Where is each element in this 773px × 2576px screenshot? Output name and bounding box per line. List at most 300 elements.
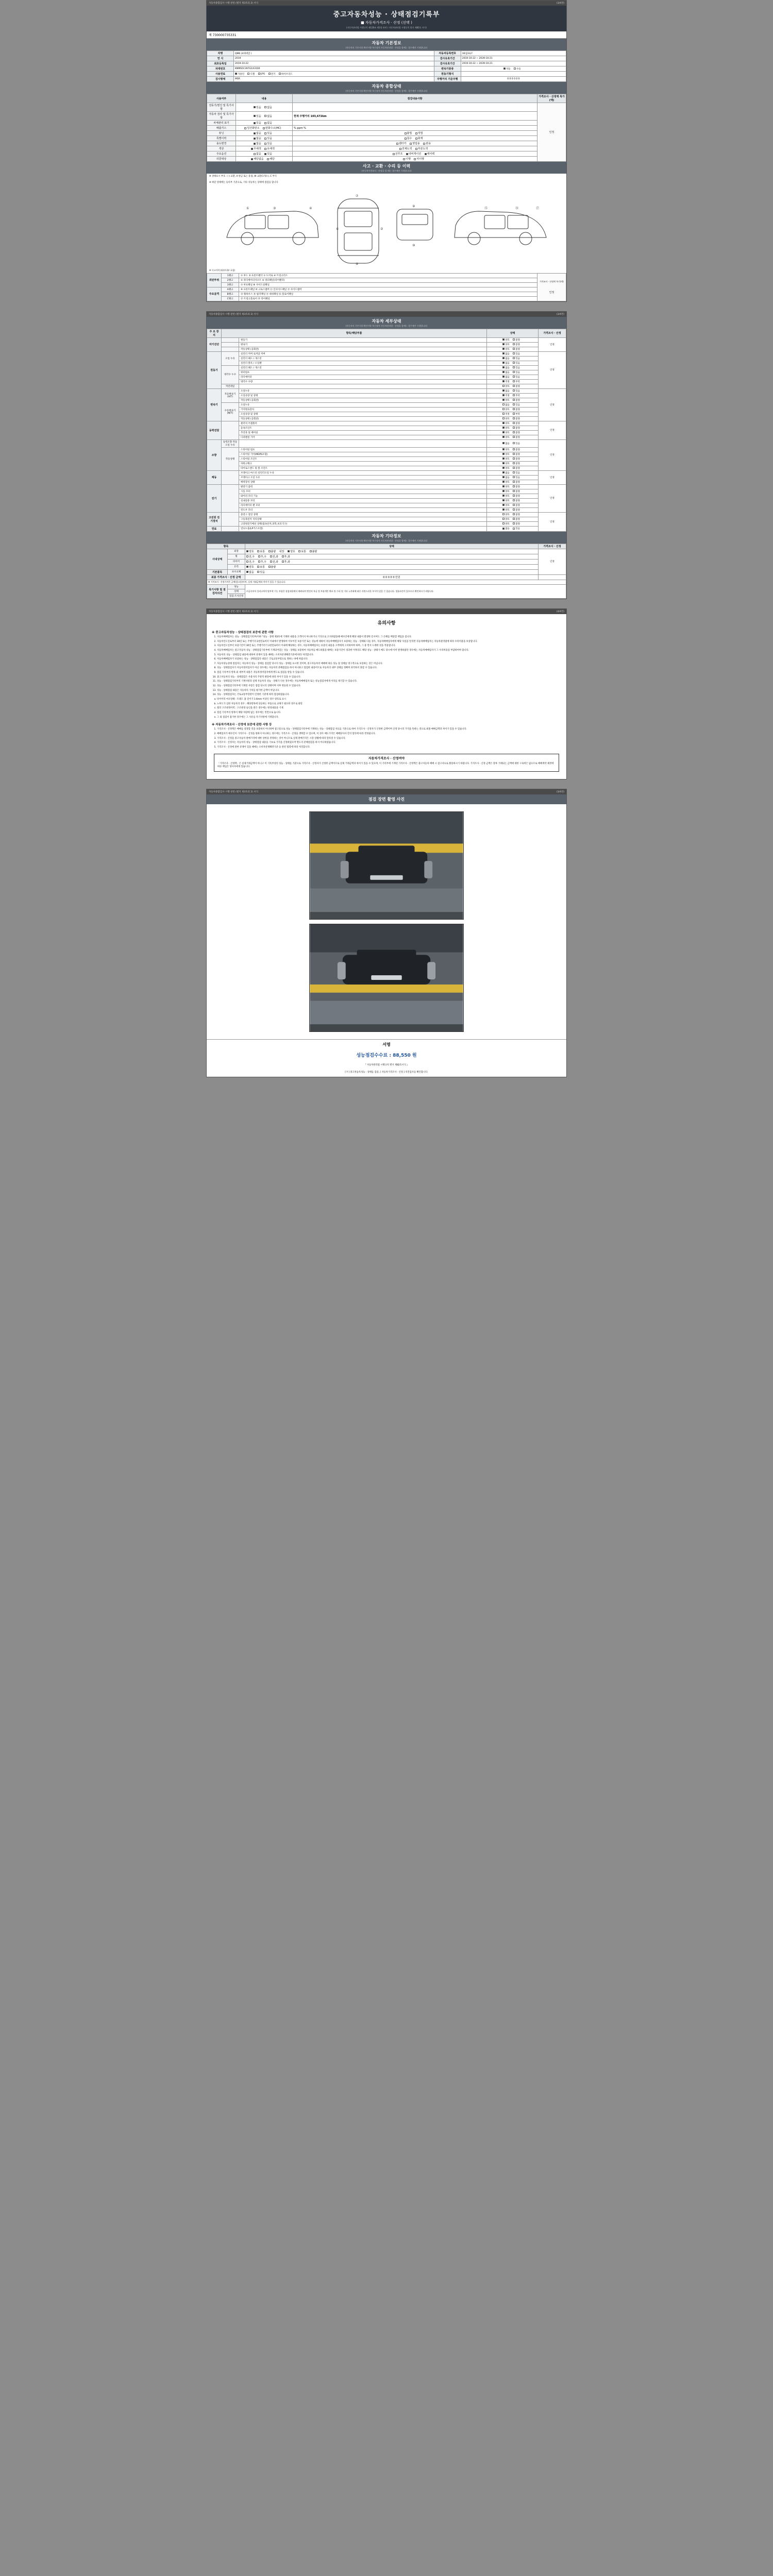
state-mt-oil-level[interactable] bbox=[487, 412, 539, 416]
opt-none[interactable]: 없음 bbox=[502, 403, 510, 406]
opt-yes[interactable]: 있음 bbox=[254, 114, 261, 118]
opt-na[interactable]: 해당없음 bbox=[251, 157, 263, 161]
state-clutch[interactable] bbox=[487, 421, 539, 426]
band-other-sub: (자동차의 기본사항 확인사항 특수장치 자동차관리법 - 산정을 함께는 경우에만 기재합니다) bbox=[345, 539, 428, 542]
table-accident-ranks bbox=[207, 273, 566, 301]
opt-fl[interactable]: 전,좌 bbox=[270, 555, 278, 558]
state-mt-operation[interactable] bbox=[487, 416, 539, 421]
state-wheel[interactable] bbox=[245, 554, 539, 559]
opt-none[interactable]: 없음 bbox=[254, 131, 261, 135]
opt-fr[interactable]: 전,우 bbox=[246, 560, 255, 564]
state-starter-motor[interactable] bbox=[487, 489, 539, 494]
opt-rental[interactable]: 렌터카 bbox=[396, 142, 407, 145]
row-detail-color[interactable] bbox=[293, 146, 537, 151]
opt-co[interactable]: 일산화탄소 bbox=[244, 126, 259, 130]
state-cv-joint[interactable] bbox=[487, 426, 539, 430]
state-transmission[interactable] bbox=[487, 342, 539, 347]
topbar-left-text-3: 자동차종합검사 시행 관련 (별지 제3호의 2) 서식 bbox=[209, 610, 259, 613]
table-row bbox=[207, 292, 566, 296]
opt-exists[interactable]: 있음 bbox=[264, 152, 272, 156]
table-row bbox=[207, 121, 566, 126]
opt-good[interactable]: 양호 bbox=[502, 457, 510, 461]
opt-none[interactable]: 없음 bbox=[254, 152, 261, 156]
opt-bad[interactable]: 불량 bbox=[513, 467, 520, 470]
opt-exists[interactable]: 있음 bbox=[513, 476, 520, 479]
opt-chromatic[interactable]: 유채색 bbox=[264, 147, 275, 150]
opt-good[interactable]: 양호 bbox=[502, 427, 510, 430]
state-at-operation[interactable] bbox=[487, 398, 539, 402]
opt-exists[interactable]: 있음 bbox=[513, 471, 520, 474]
table-row bbox=[207, 402, 566, 407]
row-opts-color[interactable] bbox=[236, 146, 293, 151]
opt-good[interactable]: 양호 bbox=[502, 490, 510, 493]
state-window-motor[interactable] bbox=[487, 507, 539, 512]
state-ps-leak[interactable] bbox=[487, 439, 539, 447]
header-other-item: 항목 bbox=[207, 544, 245, 549]
opt-bad[interactable]: 불량 bbox=[513, 495, 520, 498]
state-alternator[interactable] bbox=[487, 484, 539, 489]
opt-fire[interactable]: 화재 bbox=[415, 137, 423, 140]
table-row bbox=[207, 580, 566, 584]
svg-text:⑨: ⑨ bbox=[412, 204, 415, 208]
opt-bad[interactable]: 불량 bbox=[513, 462, 520, 465]
opt-rr[interactable]: 후,우 bbox=[258, 560, 266, 564]
item-transmission: 변속기 bbox=[239, 342, 487, 347]
opt-bad[interactable]: 불량 bbox=[513, 490, 520, 493]
opt-exists[interactable]: 있음 bbox=[257, 570, 265, 574]
opt-none[interactable]: 없음 bbox=[502, 357, 510, 360]
table-row bbox=[207, 141, 566, 146]
row-detail-options[interactable] bbox=[293, 151, 537, 157]
sub-manual-trans: 수동변속기 (M/T) bbox=[222, 402, 239, 421]
item-tie-rod: 타이로드엔드 및 볼 조인트 bbox=[239, 466, 487, 470]
opt-none[interactable]: 없음 bbox=[254, 137, 261, 140]
opt-none[interactable]: 없음 bbox=[502, 476, 510, 479]
opt-airbag[interactable]: 에어백 bbox=[425, 152, 435, 156]
item-master-cylinder: 브레이크 마스터 실린더오일 누유 bbox=[239, 470, 487, 475]
sub-blank-1 bbox=[222, 337, 239, 342]
opt-none[interactable]: 없음 bbox=[502, 389, 510, 393]
opt-bad[interactable]: 불량 bbox=[513, 509, 520, 512]
opt-good[interactable]: 양호 bbox=[502, 453, 510, 456]
opt-exists[interactable]: 있음 bbox=[513, 362, 520, 365]
opt-bad[interactable]: 불량 bbox=[513, 499, 520, 502]
table-row bbox=[207, 72, 566, 77]
opt-bad[interactable]: 불량 bbox=[513, 518, 520, 521]
opt-bad[interactable]: 불량 bbox=[513, 436, 520, 439]
opt-good[interactable]: 양호 bbox=[502, 462, 510, 465]
opt-none[interactable]: 없음 bbox=[502, 366, 510, 369]
option-electric[interactable]: 전기 bbox=[268, 73, 276, 76]
opt-low[interactable]: 부족 bbox=[513, 394, 520, 397]
state-replacement[interactable] bbox=[245, 569, 539, 574]
topbar-left-text-2: 자동차종합검사 시행 관련 (별지 제3호의 2) 서식 bbox=[209, 313, 259, 316]
declaration-title: 자동차가격조사 · 산정여야 bbox=[368, 756, 405, 760]
table-row bbox=[207, 559, 566, 564]
state-blower-motor[interactable] bbox=[487, 498, 539, 503]
opt-done[interactable]: 이행 bbox=[403, 157, 411, 161]
item-steering-pump: 스티어링 펌프 bbox=[239, 447, 487, 452]
opt-good[interactable]: 양호 bbox=[502, 467, 510, 470]
table-row bbox=[207, 584, 566, 589]
opt-exists[interactable]: 있음 bbox=[513, 527, 520, 530]
row-opts-emission[interactable] bbox=[236, 126, 293, 131]
opt-no[interactable]: 없음 bbox=[264, 114, 272, 118]
opt-good[interactable]: 양호 bbox=[502, 408, 510, 411]
opt-none[interactable]: 없음 bbox=[246, 570, 254, 574]
remark-row-condition: 상태 bbox=[228, 589, 245, 594]
state-at-oil-level[interactable] bbox=[487, 393, 539, 398]
table-row bbox=[207, 554, 566, 559]
opt-good[interactable]: 양호 bbox=[502, 513, 510, 516]
svg-text:⑥: ⑥ bbox=[336, 227, 339, 231]
opt-applicable[interactable]: 해당 bbox=[267, 157, 275, 161]
opt-navigation[interactable]: 내비게이션 bbox=[406, 152, 421, 156]
opt-bad[interactable]: 불량 bbox=[513, 504, 520, 507]
opt-good[interactable]: 양호 bbox=[246, 550, 254, 553]
table-row bbox=[207, 494, 566, 498]
opt-bad[interactable]: 불량 bbox=[513, 448, 520, 451]
state-wiper-motor[interactable] bbox=[487, 494, 539, 498]
row-detail-usage[interactable] bbox=[293, 141, 537, 146]
row-opts-options[interactable] bbox=[236, 151, 293, 157]
state-steering-pump[interactable] bbox=[487, 447, 539, 452]
opt-illegal[interactable]: 불법 bbox=[405, 131, 412, 135]
table-row bbox=[207, 461, 566, 466]
item-block-oilpan: 실린더 블록 / 오일팬 bbox=[239, 361, 487, 365]
opt-good[interactable]: 양호 bbox=[502, 509, 510, 512]
list-item: c. 휠의 구조변경이력 : 구조변경 승인을 받은 경우에는 변경내용을 기재 bbox=[217, 707, 561, 710]
opt-sunroof[interactable]: 선루프 bbox=[393, 152, 403, 156]
row-opts-recall[interactable] bbox=[236, 157, 293, 162]
opt-rl[interactable]: 후,좌 bbox=[282, 555, 290, 558]
state-common-rail[interactable] bbox=[487, 384, 539, 388]
table-header-row bbox=[207, 94, 566, 103]
row-opts-motor[interactable] bbox=[236, 103, 293, 112]
notice-section-1-title: ※ 중고자동차성능 · 상태점검의 보증에 관한 사항 bbox=[212, 631, 274, 634]
opt-exists[interactable]: 있음 bbox=[513, 376, 520, 379]
state-glass[interactable] bbox=[245, 564, 539, 569]
option-lpg[interactable]: LPG bbox=[258, 73, 265, 76]
row-label-history: 특별이력 bbox=[207, 136, 236, 141]
opt-hc[interactable]: 탄화수소(HC) bbox=[263, 126, 281, 130]
option-auto[interactable]: 자동 bbox=[503, 67, 511, 71]
notice-list-1 bbox=[217, 636, 561, 662]
signature-band: 서명 bbox=[207, 1039, 566, 1049]
row-opts-usage[interactable] bbox=[236, 141, 293, 146]
row-opts-marking[interactable] bbox=[236, 121, 293, 126]
state-water-pump[interactable] bbox=[487, 370, 539, 375]
row-detail-tuning[interactable] bbox=[293, 131, 537, 136]
state-engine[interactable] bbox=[487, 337, 539, 342]
opt-none[interactable]: 없음 bbox=[502, 371, 510, 374]
opt-none[interactable]: 없음 bbox=[502, 352, 510, 355]
option-manual[interactable]: 수동 bbox=[514, 67, 521, 71]
item-starter-motor: 시동 모터 bbox=[239, 489, 487, 494]
opt-bad[interactable]: 불량 bbox=[513, 338, 520, 342]
opt-good[interactable]: 양호 bbox=[502, 499, 510, 502]
row-detail-history[interactable] bbox=[293, 136, 537, 141]
state-exterior[interactable] bbox=[245, 549, 539, 554]
opt-bad[interactable]: 불량 bbox=[513, 427, 520, 430]
opt-none[interactable]: 없음 bbox=[502, 442, 510, 445]
opt-bad[interactable]: 불량 bbox=[513, 513, 520, 516]
state-brake-oil-leak[interactable] bbox=[487, 475, 539, 480]
opt-good[interactable]: 양호 bbox=[502, 504, 510, 507]
opt-proper[interactable]: 적정 bbox=[502, 394, 510, 397]
group-high-voltage: 고전원 전기장치 bbox=[207, 512, 222, 526]
opt-good[interactable]: 양호 bbox=[502, 481, 510, 484]
opt-bad[interactable]: 불량 bbox=[513, 453, 520, 456]
frame-label-a: A랭크 bbox=[222, 287, 239, 292]
item-mt-operation: 작동상태 (공회전) bbox=[239, 416, 487, 421]
state-differential[interactable] bbox=[487, 435, 539, 439]
band-accident-sub: (자동차가격조사 · 산정을 할 때는 경우에만 기재합니다) bbox=[361, 170, 412, 172]
list-item: 11. 성능 · 상태점검기록부의 기재사항과 실제 자동차의 성능 · 상태가 다른 경우에는 자동차매매업자 또는 성능점검자에게 이의를 제기할 수 있습니다. bbox=[217, 680, 561, 684]
row-detail-recall[interactable] bbox=[293, 157, 537, 162]
row-label-usage-change: 용도변경 bbox=[207, 141, 236, 146]
opt-none[interactable]: 없음 bbox=[502, 376, 510, 379]
opt-good[interactable]: 양호 bbox=[502, 522, 510, 526]
opt-none[interactable]: 없음 bbox=[502, 527, 510, 530]
table-row bbox=[207, 452, 566, 456]
remark-row-inspector: 점검·조사산정 bbox=[228, 594, 245, 598]
state-radiator[interactable] bbox=[487, 375, 539, 379]
item-steering-joint: 스티어링 조인트 bbox=[239, 456, 487, 461]
option-gasoline[interactable]: 가솔린 bbox=[235, 73, 244, 76]
opt-no[interactable]: 없음 bbox=[264, 121, 272, 125]
opt-bad[interactable]: 불량 bbox=[513, 422, 520, 425]
table-row bbox=[207, 517, 566, 521]
state-hv-wiring[interactable] bbox=[487, 521, 539, 526]
sub-hv-blank bbox=[222, 512, 239, 526]
table-row bbox=[207, 521, 566, 526]
opt-fair-2[interactable]: 보통 bbox=[298, 550, 306, 553]
table-header-row bbox=[207, 544, 566, 549]
opt-good[interactable]: 양호 bbox=[502, 417, 510, 420]
item-coolant-head: 실린더 헤드 / 개스킷 bbox=[239, 365, 487, 370]
state-master-cylinder[interactable] bbox=[487, 470, 539, 475]
table-overall-condition bbox=[207, 94, 566, 162]
opt-good[interactable]: 양호 bbox=[502, 495, 510, 498]
opt-yes[interactable]: 있음 bbox=[254, 106, 261, 109]
opt-legal[interactable]: 적법 bbox=[415, 131, 423, 135]
state-idle[interactable] bbox=[487, 347, 539, 351]
opt-bad[interactable]: 불량 bbox=[513, 348, 520, 351]
state-radiator-fan[interactable] bbox=[487, 503, 539, 507]
opt-fair[interactable]: 보통 bbox=[257, 565, 265, 569]
item-coolant-level: 냉각수 수량 bbox=[239, 379, 487, 384]
opt-achromatic[interactable]: 무채색 bbox=[251, 147, 261, 150]
rank-items-1: ① 후드 ② 프론트팬더 ① 도어로 ④ 트렁크리드 bbox=[239, 273, 537, 278]
opt-good[interactable]: 양호 bbox=[502, 385, 510, 388]
topbar-left-text: 자동차종합검사 시행 관련 (별지 제3호의 2) 서식 bbox=[209, 2, 259, 5]
opt-yes[interactable]: 있음 bbox=[254, 121, 261, 125]
sub-auto-trans: 자동변속기 (A/T) bbox=[222, 388, 239, 402]
opt-exists[interactable]: 있음 bbox=[264, 137, 272, 140]
value-fuel-options[interactable] bbox=[234, 72, 434, 77]
row-opts-history[interactable] bbox=[236, 136, 293, 141]
svg-text:⑯: ⑯ bbox=[515, 206, 519, 210]
photo-underbody-front-svg bbox=[310, 924, 463, 1031]
item-clutch: 클러치 어셈블리 bbox=[239, 421, 487, 426]
row-opts-inspection[interactable] bbox=[236, 112, 293, 121]
topbar-right-text-2: (3/4면) bbox=[556, 313, 564, 316]
opt-none[interactable]: 없음 bbox=[254, 142, 261, 145]
opt-bad[interactable]: 불량 bbox=[513, 385, 520, 388]
state-steering-joint[interactable] bbox=[487, 456, 539, 461]
opt-partial-paint[interactable]: 부분도색 bbox=[415, 147, 428, 150]
opt-exists[interactable]: 있음 bbox=[513, 442, 520, 445]
opt-exists[interactable]: 있음 bbox=[264, 131, 272, 135]
opt-bad[interactable]: 불량 bbox=[513, 343, 520, 346]
state-battery-isolation[interactable] bbox=[487, 517, 539, 521]
opt-flood[interactable]: 침수 bbox=[405, 137, 412, 140]
opt-exists[interactable]: 있음 bbox=[513, 371, 520, 374]
opt-exists[interactable]: 있음 bbox=[513, 357, 520, 360]
sub-steering-operation: 작동상태 bbox=[222, 447, 239, 470]
group-transmission: 변속기 bbox=[207, 388, 222, 421]
svg-text:⑰: ⑰ bbox=[536, 206, 540, 210]
opt-fl[interactable]: 전,좌 bbox=[270, 560, 278, 564]
opt-good-2[interactable]: 양호 bbox=[288, 550, 295, 553]
state-block-oilpan[interactable] bbox=[487, 361, 539, 365]
state-tire[interactable] bbox=[245, 559, 539, 564]
header-other-price: 가격조사 · 산정 bbox=[539, 544, 566, 549]
state-steering-gear[interactable] bbox=[487, 452, 539, 456]
price-steering: 인정 bbox=[539, 439, 566, 470]
opt-exists[interactable]: 있음 bbox=[513, 352, 520, 355]
state-fuel-leak[interactable] bbox=[487, 526, 539, 531]
opt-poor[interactable]: 불량 bbox=[268, 565, 276, 569]
opt-exists[interactable]: 있음 bbox=[513, 403, 520, 406]
opt-bad[interactable]: 불량 bbox=[513, 481, 520, 484]
opt-notdone[interactable]: 미이행 bbox=[414, 157, 424, 161]
opt-commercial[interactable]: 영업용 bbox=[410, 142, 420, 145]
state-rocker-cover[interactable] bbox=[487, 351, 539, 356]
total-blank bbox=[539, 574, 566, 580]
state-mt-gearshift[interactable] bbox=[487, 407, 539, 412]
opt-bad[interactable]: 불량 bbox=[513, 408, 520, 411]
row-label-marking: 차체관리 표기 bbox=[207, 121, 236, 126]
state-charge-port-insulation[interactable] bbox=[487, 512, 539, 517]
value-transmission-options[interactable] bbox=[461, 66, 566, 72]
opt-good[interactable]: 양호 bbox=[502, 448, 510, 451]
opt-proper[interactable]: 적정 bbox=[502, 413, 510, 416]
state-coolant-head[interactable] bbox=[487, 365, 539, 370]
opt-no[interactable]: 없음 bbox=[264, 106, 272, 109]
fee-label: 성능점검수수료 : 88,550 원 bbox=[356, 1053, 417, 1058]
opt-good[interactable]: 양호 bbox=[502, 348, 510, 351]
item-cv-joint: 등속조인트 bbox=[239, 426, 487, 430]
option-hybrid[interactable]: 하이브리드 bbox=[279, 73, 293, 76]
state-tie-rod[interactable] bbox=[487, 466, 539, 470]
opt-low[interactable]: 부족 bbox=[513, 413, 520, 416]
state-booster[interactable] bbox=[487, 480, 539, 484]
opt-bad[interactable]: 불량 bbox=[513, 485, 520, 488]
opt-good[interactable]: 양호 bbox=[246, 565, 254, 569]
state-mt-oil-leak[interactable] bbox=[487, 402, 539, 407]
list-item: 13. 성능 · 상태점검 내용은 자동차의 가치를 평가한 금액이 아닙니다. bbox=[217, 689, 561, 693]
state-drive-shaft[interactable] bbox=[487, 430, 539, 435]
band-condition-title: 자동차 종합상태 bbox=[372, 84, 401, 89]
window-topbar-3 bbox=[207, 609, 566, 614]
state-coolant-level[interactable] bbox=[487, 379, 539, 384]
opt-good[interactable]: 양호 bbox=[502, 436, 510, 439]
table-row bbox=[207, 77, 566, 82]
opt-proper[interactable]: 적정 bbox=[502, 380, 510, 383]
table-row bbox=[207, 489, 566, 494]
list-item: 4. 자동차매매업자는 중고자동차 성능 · 상태점검기록부에 기재되어있는 성능 · 상태를 보증하여 자동차를 매도하였을 때에는 보증기간이 경과한 이후라도 해당 성능 · 상태가 매도 당시에 이미 발생하였던 경우에는 자동차매매업자가 그 수리비용을 부담하여야 합니다. bbox=[217, 649, 561, 653]
table-row bbox=[207, 421, 566, 426]
opt-good[interactable]: 양호 bbox=[502, 338, 510, 342]
topbar-right-text: (3/4면) bbox=[556, 2, 564, 5]
group-engine: 원동기 bbox=[207, 351, 222, 388]
opt-good[interactable]: 양호 bbox=[502, 431, 510, 434]
opt-full-paint[interactable]: 전체도색 bbox=[399, 147, 412, 150]
opt-bad[interactable]: 불량 bbox=[513, 457, 520, 461]
opt-fr[interactable]: 전,우 bbox=[246, 555, 255, 558]
opt-none[interactable]: 없음 bbox=[502, 471, 510, 474]
opt-good[interactable]: 양호 bbox=[502, 399, 510, 402]
frame-items-c: ⑰ 트렁크플로어 ⑱ 리어패널 bbox=[239, 296, 537, 301]
svg-text:⑦: ⑦ bbox=[356, 194, 359, 198]
sub-blank-2 bbox=[222, 342, 239, 347]
item-glass: 유리 bbox=[228, 564, 245, 569]
opt-bad[interactable]: 불량 bbox=[513, 417, 520, 420]
header-content: 내용 bbox=[236, 94, 293, 103]
opt-none[interactable]: 없음 bbox=[502, 362, 510, 365]
value-vin: KNMS5C397G1X3100 bbox=[234, 66, 434, 72]
row-detail-marking bbox=[293, 121, 537, 126]
table-row bbox=[207, 569, 566, 574]
list-item: 12. 성능 · 상태점검기록부에 기재된 사항은 점검 당시의 상태이며 이후 변동될 수 있습니다. bbox=[217, 685, 561, 688]
opt-good[interactable]: 양호 bbox=[502, 518, 510, 521]
item-power-crank: 파워크랭크 bbox=[239, 461, 487, 466]
opt-good[interactable]: 양호 bbox=[502, 343, 510, 346]
opt-low[interactable]: 부족 bbox=[513, 380, 520, 383]
opt-bad[interactable]: 불량 bbox=[513, 399, 520, 402]
opt-good[interactable]: 양호 bbox=[502, 485, 510, 488]
price-electrical: 인정 bbox=[539, 484, 566, 512]
item-window-motor: 윈도우 모터 bbox=[239, 507, 487, 512]
state-at-oil-leak[interactable] bbox=[487, 388, 539, 393]
item-wheel: 휠 bbox=[228, 554, 245, 559]
opt-bad[interactable]: 불량 bbox=[513, 431, 520, 434]
opt-exists[interactable]: 있음 bbox=[513, 389, 520, 393]
state-power-crank[interactable] bbox=[487, 461, 539, 466]
band-accident-title: 사고 · 교환 · 수리 등 이력 bbox=[362, 164, 411, 168]
opt-poor-2[interactable]: 불량 bbox=[310, 550, 317, 553]
row-opts-tuning[interactable] bbox=[236, 131, 293, 136]
opt-exists[interactable]: 있음 bbox=[264, 142, 272, 145]
band-detail-title: 자동차 세부상태 bbox=[372, 318, 401, 324]
opt-good[interactable]: 양호 bbox=[502, 422, 510, 425]
opt-exists[interactable]: 있음 bbox=[513, 366, 520, 369]
opt-rr[interactable]: 후,우 bbox=[258, 555, 266, 558]
opt-fair[interactable]: 보통 bbox=[257, 550, 265, 553]
option-diesel[interactable]: 디젤 bbox=[247, 73, 255, 76]
car-diagram-svg bbox=[210, 189, 563, 266]
label-remarks: 특기사항 및 점검자의견 bbox=[207, 584, 228, 598]
list-item: 2. 자동차인도일로부터 30일 또는 주행거리 2천킬로미터 이내에서 발생하여 이루어진 보증기간 또는 성능에 대하여 자동차매매업자가 보증하는 성능 · 상태와 다를 경우, 자동차매매업자에게 해당 사실을 알리면 자동차매매업자는 자동차관리법에 따라 수리비용을 보상합니다. bbox=[217, 640, 561, 644]
opt-bad[interactable]: 불량 bbox=[513, 522, 520, 526]
opt-poor[interactable]: 불량 bbox=[268, 550, 276, 553]
opt-government[interactable]: 관용 bbox=[423, 142, 431, 145]
opt-rl[interactable]: 후,좌 bbox=[282, 560, 290, 564]
state-head-gasket[interactable] bbox=[487, 356, 539, 361]
frame-items-b: ⑬ 휠하우스 ⑭ 필러패널 ⑮ 대쉬패널 ⑯ 플로어패널 bbox=[239, 292, 537, 296]
